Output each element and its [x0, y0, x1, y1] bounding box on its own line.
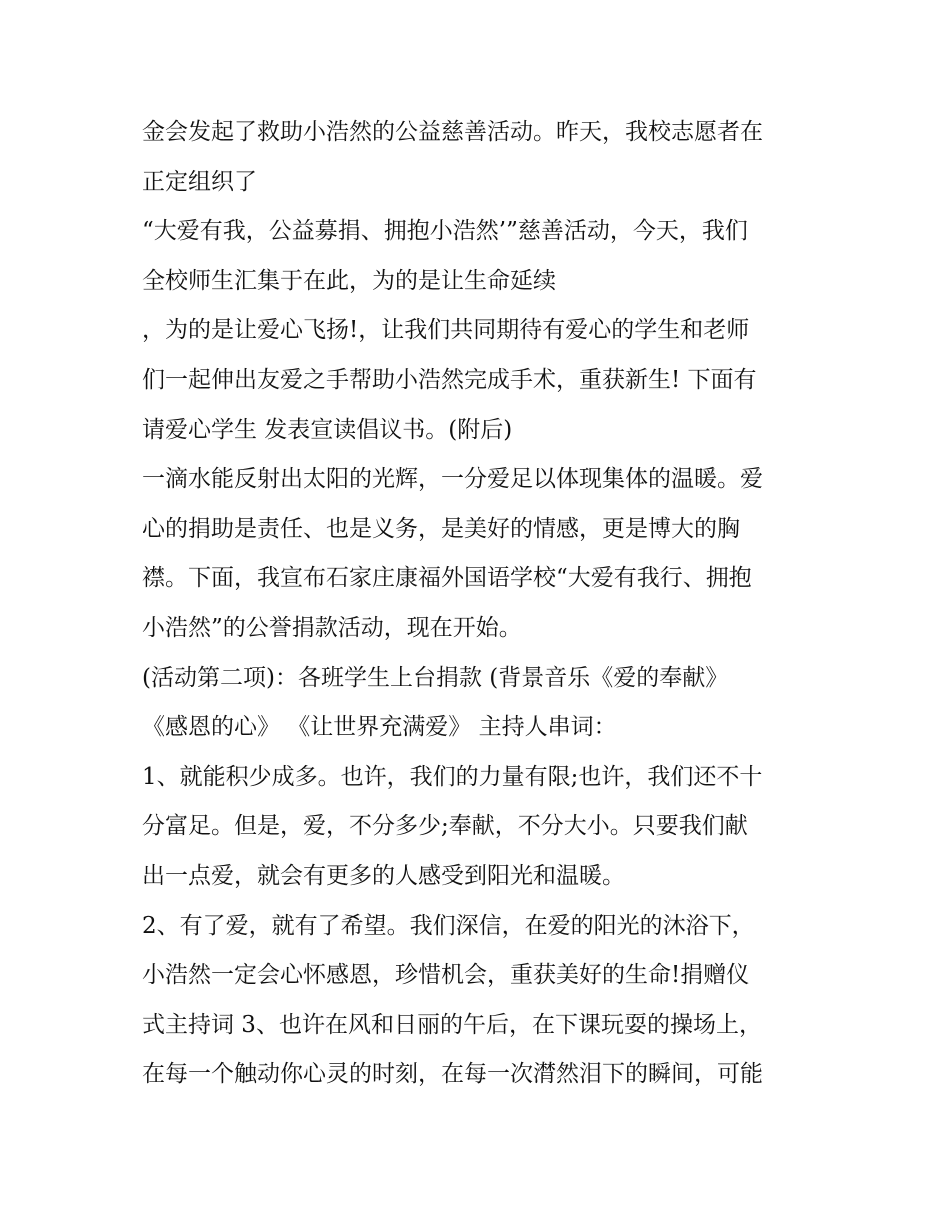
text-line: 《感恩的心》 《让世界充满爱》 主持人串词：: [142, 714, 617, 741]
text-line: 1、就能积少成多。也许，我们的力量有限;也许，我们还不十: [142, 763, 763, 790]
text-line: 在每一个触动你心灵的时刻，在每一次潸然泪下的瞬间，可能: [142, 1061, 763, 1088]
text-line: 正定组织了: [142, 168, 257, 195]
text-line: 金会发起了救助小浩然的公益慈善活动。昨天，我校志愿者在: [142, 119, 763, 145]
text-line: 们一起伸出友爱之手帮助小浩然完成手术，重获新生! 下面有: [142, 366, 757, 393]
text-line: ，为的是让爱心飞扬!，让我们共同期待有爱心的学生和老师: [142, 317, 750, 344]
text-line: 2、有了爱，就有了希望。我们深信，在爱的阳光的沐浴下，: [142, 912, 755, 939]
text-line: 小浩然”的公誉捐款活动，现在开始。: [142, 614, 522, 641]
text-line: “大爱有我，公益募捐、拥抱小浩然’”慈善活动，今天，我们: [142, 218, 748, 245]
text-line: 襟。下面，我宣布石家庄康福外国语学校“大爱有我行、拥抱: [142, 565, 752, 592]
text-line: 心的捐助是责任、也是义务，是美好的情感，更是博大的胸: [142, 515, 740, 542]
text-line: 一滴水能反射出太阳的光辉，一分爱足以体现集体的温暖。爱: [142, 466, 763, 493]
body-text: [142, 108, 832, 1100]
text-line: 出一点爱，就会有更多的人感受到阳光和温暖。: [142, 862, 625, 889]
text-line: 式主持词 3、也许在风和日丽的午后，在下课玩耍的操场上，: [142, 1011, 762, 1038]
text-line: 请爱心学生 发表宣读倡议书。(附后): [142, 416, 513, 443]
text-line: (活动第二项)：各班学生上台捐款 (背景音乐《爱的奉献》: [142, 664, 729, 691]
text-line: 分富足。但是，爱，不分多少;奉献，不分大小。只要我们献: [142, 813, 748, 840]
text-line: 小浩然一定会心怀感恩，珍惜机会，重获美好的生命!捐赠仪: [142, 962, 750, 989]
text-line: 全校师生汇集于在此，为的是让生命延续: [142, 267, 556, 294]
